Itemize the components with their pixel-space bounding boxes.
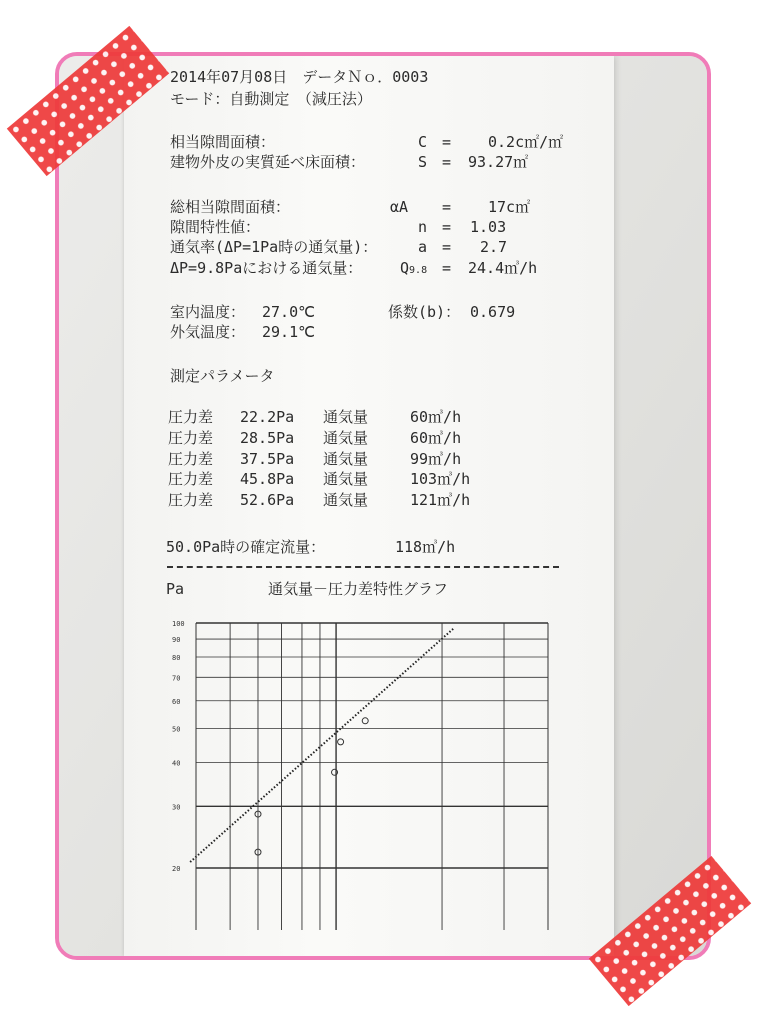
pressure-value: 28.5Pa <box>240 429 295 447</box>
equiv-gap-area-eq: = <box>442 133 452 151</box>
pressure-value: 45.8Pa <box>240 470 295 488</box>
flow-label: 通気量 <box>323 491 369 509</box>
total-gap-area-eq: = <box>442 198 452 216</box>
flow-label: 通気量 <box>323 450 369 468</box>
gap-characteristic-value: 1.03 <box>470 218 507 236</box>
y-tick-label: 30 <box>172 803 181 812</box>
pressure-label: 圧力差 <box>168 470 214 488</box>
pressure-value: 52.6Pa <box>240 491 295 509</box>
gap-characteristic-eq: = <box>442 218 452 236</box>
outdoor-temp-label: 外気温度： <box>170 323 246 341</box>
flow-at-9p8-eq: = <box>442 259 452 277</box>
confirmed-flow-value: 118㎥/h <box>395 538 456 556</box>
flow-label: 通気量 <box>323 429 369 447</box>
permeability-label: 通気率(ΔP=1Pa時の通気量)： <box>170 238 378 256</box>
permeability-symbol: a <box>418 238 428 256</box>
total-gap-area-value: 17c㎡ <box>488 198 531 216</box>
floor-area-label: 建物外皮の実質延べ床面積： <box>170 153 366 171</box>
flow-at-9p8-label: ΔP=9.8Paにおける通気量： <box>170 259 363 277</box>
gap-characteristic-label: 隙間特性値： <box>170 218 261 236</box>
params-title: 測定パラメータ <box>170 367 275 385</box>
pressure-label: 圧力差 <box>168 429 214 447</box>
y-tick-label: 20 <box>172 865 181 873</box>
equiv-gap-area-value: 0.2c㎡/㎡ <box>488 133 564 151</box>
floor-area-eq: = <box>442 153 452 171</box>
confirmed-flow-label: 50.0Pa時の確定流量： <box>166 538 326 556</box>
y-tick-label: 80 <box>172 653 181 662</box>
y-tick-label: 60 <box>172 697 181 706</box>
indoor-temp-label: 室内温度： <box>170 303 246 321</box>
floor-area-value: 93.27㎡ <box>468 153 529 171</box>
data-point <box>338 739 344 745</box>
flow-value: 121㎥/h <box>410 491 471 509</box>
y-tick-label: 50 <box>172 725 181 734</box>
flow-value: 60㎥/h <box>410 408 462 426</box>
outdoor-temp-value: 29.1℃ <box>262 323 315 341</box>
pressure-label: 圧力差 <box>168 491 214 509</box>
coefficient-label: 係数(b)： <box>388 303 461 321</box>
data-point <box>362 718 368 724</box>
equiv-gap-area-symbol: C <box>418 133 428 151</box>
chart-points <box>255 718 368 855</box>
permeability-value: 2.7 <box>480 238 508 256</box>
coefficient-value: 0.679 <box>470 303 516 321</box>
graph-y-unit: Pa <box>166 580 185 598</box>
y-tick-label: 70 <box>172 674 181 683</box>
gap-characteristic-symbol: n <box>418 218 428 236</box>
y-tick-label: 40 <box>172 759 181 768</box>
floor-area-symbol: S <box>418 153 428 171</box>
y-tick-label: 100 <box>172 620 185 628</box>
flow-label: 通気量 <box>323 470 369 488</box>
flow-label: 通気量 <box>323 408 369 426</box>
total-gap-area-label: 総相当隙間面積： <box>170 198 291 216</box>
pressure-label: 圧力差 <box>168 450 214 468</box>
header-mode-line: モード：自動測定 （減圧法） <box>170 90 372 108</box>
flow-at-9p8-value: 24.4㎥/h <box>468 259 538 277</box>
total-gap-area-symbol: αA <box>390 198 409 216</box>
header-date-line: 2014年07月08日 データＮｏ．0003 <box>170 68 429 86</box>
flow-value: 99㎥/h <box>410 450 462 468</box>
chart-grid <box>196 623 548 930</box>
flow-value: 103㎥/h <box>410 470 471 488</box>
chart-y-ticks <box>172 620 185 873</box>
permeability-eq: = <box>442 238 452 256</box>
pressure-value: 37.5Pa <box>240 450 295 468</box>
pressure-label: 圧力差 <box>168 408 214 426</box>
y-tick-label: 90 <box>172 636 181 645</box>
graph-title: 通気量－圧力差特性グラフ <box>268 580 449 598</box>
pressure-value: 22.2Pa <box>240 408 295 426</box>
flow-at-9p8-symbol: Q9.8 <box>400 259 428 277</box>
flow-value: 60㎥/h <box>410 429 462 447</box>
indoor-temp-value: 27.0℃ <box>262 303 315 321</box>
equiv-gap-area-label: 相当隙間面積： <box>170 133 276 151</box>
